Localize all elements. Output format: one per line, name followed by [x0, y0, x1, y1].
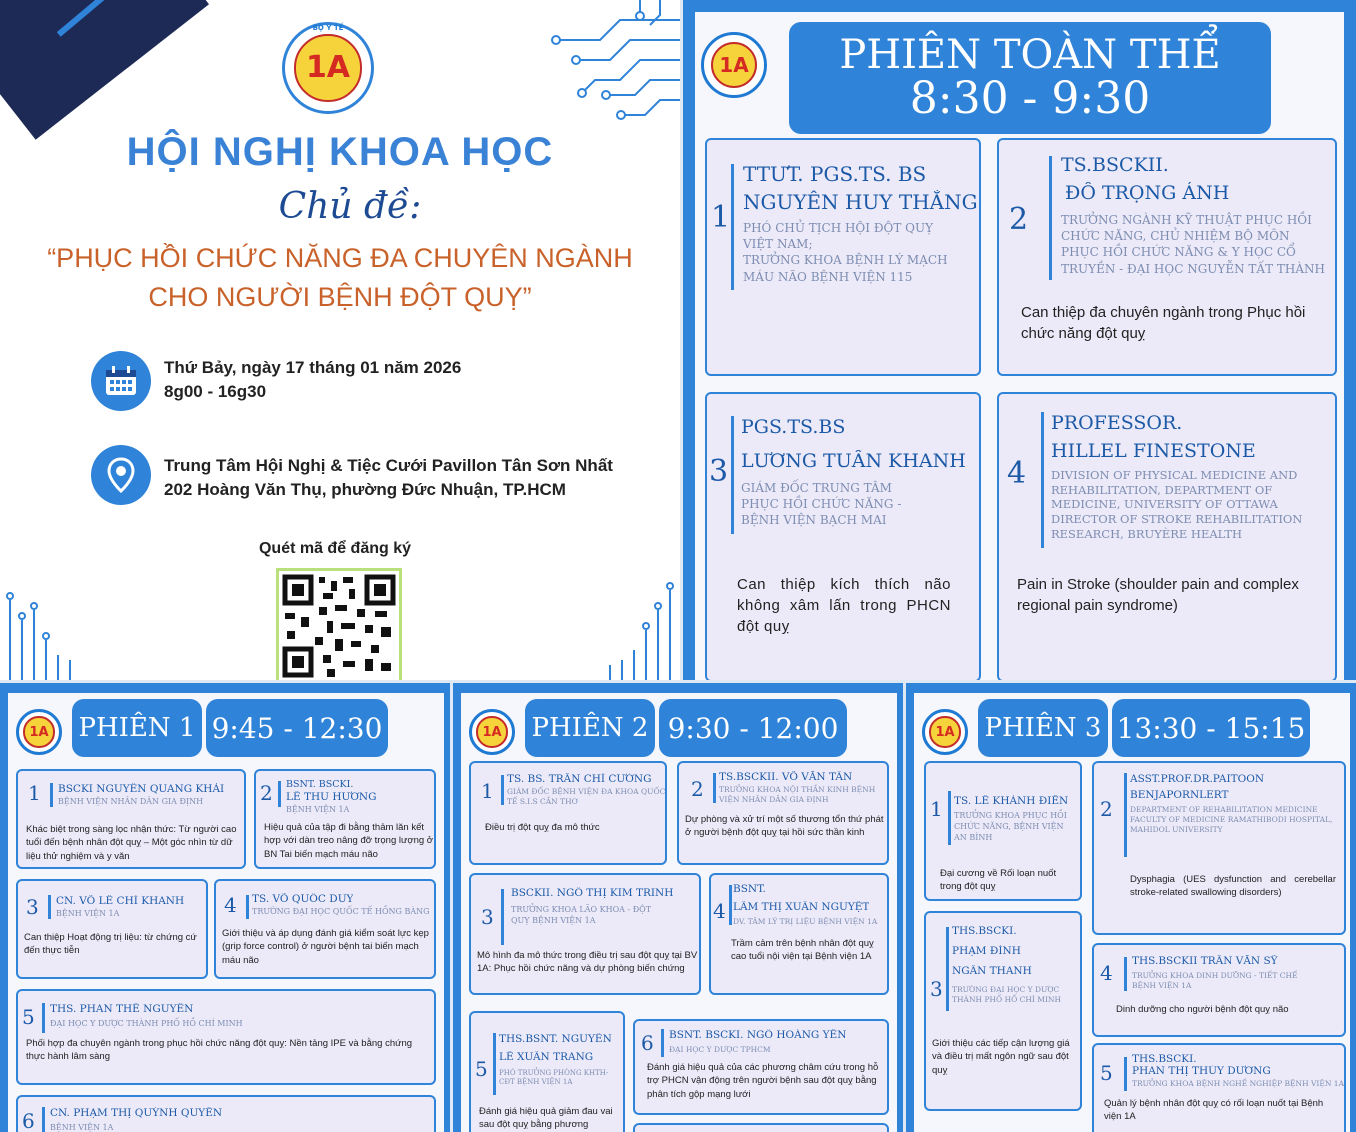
conference-poster	[0, 0, 680, 680]
circuit-decoration-bottom-right	[590, 570, 680, 680]
plenary-speaker-card-1: 1 TTƯT. PGS.TS. BS NGUYỄN HUY THẮNG PHÓ CHỦ TỊCH HỘI ĐỘT QUỴ VIỆT NAM; TRƯỞNG KHOA BỆNH LÝ MẠCH MÁU NÃO BỆNH VIỆN 115	[705, 138, 981, 376]
s2-card-5: 5 THS.BSNT. NGUYỄN LÊ XUÂN TRANG PHÓ TRƯỞNG PHÒNG KHTH-CĐT BỆNH VIỆN 1A Đánh giá hiệu quả giảm đau vai sau đột quỵ bằng phương	[469, 1011, 625, 1132]
s2-card-1: 1 TS. BS. TRẦN CHÍ CƯỜNG GIÁM ĐỐC BỆNH VIỆN ĐA KHOA QUỐC TẾ S.I.S CẦN THƠ Điều trị đột quỵ đa mô thức	[469, 761, 667, 865]
calendar-icon	[91, 351, 151, 411]
s3-card-2: 2 ASST.PROF.DR.PAITOON BENJAPORNLERT DEPARTMENT OF REHABILITATION MEDICINE FACULTY OF MEDICINE RAMATHIBODI HOSPITAL, MAHIDOL UNIVERSITY Dysphagia (UES dysfunction and cerebellar stroke-related swallowing disorders)	[1092, 761, 1346, 935]
hospital-logo	[282, 22, 374, 114]
plenary-title: PHIÊN TOÀN THỂ	[839, 31, 1221, 78]
s2-card-6: 6 BSNT. BSCKI. NGÔ HOÀNG YẾN ĐẠI HỌC Y DƯỢC TPHCM Đánh giá hiệu quả của các phương châm cứu trong hỗ trợ PHCN vận động trên người bệnh sau đột quỵ bằng phân tích gộp mạng lưới	[633, 1019, 889, 1115]
session-1-label: PHIÊN 1	[72, 699, 202, 757]
location-pin-icon	[91, 445, 151, 505]
session-3-panel	[906, 683, 1356, 1132]
session-2-label: PHIÊN 2	[525, 699, 655, 757]
session-3-label: PHIÊN 3	[978, 699, 1108, 757]
s3-card-1: 1 TS. LÊ KHÁNH ĐIỀN TRƯỞNG KHOA PHỤC HỒI CHỨC NĂNG, BỆNH VIỆN AN BÌNH Đại cương về Rối loạn nuốt trong đột quỵ	[924, 761, 1082, 901]
s1-card-1: 1 BSCKI NGUYỄN QUANG KHẢI BỆNH VIỆN NHÂN DÂN GIA ĐỊNH Khác biệt trong sàng lọc nhận thức: Từ người cao tuổi đến bệnh nhân đột quỵ – Một góc nhìn từ dữ liệu thử nghiệm và y văn	[16, 769, 246, 869]
plenary-time: 8:30 - 9:30	[909, 72, 1151, 124]
hospital-logo: 1A	[701, 32, 767, 98]
plenary-topic-4: Pain in Stroke (shoulder pain and complex regional pain syndrome)	[1017, 576, 1299, 614]
session-3-time: 13:30 - 15:15	[1112, 699, 1310, 757]
event-date: Thứ Bảy, ngày 17 tháng 01 năm 2026	[164, 358, 462, 377]
hospital-logo: 1A	[16, 709, 62, 755]
s3-card-3: 3 THS.BSCKI. PHẠM ĐÌNH NGÂN THANH TRƯỜNG ĐẠI HỌC Y DƯỢC THÀNH PHỐ HỒ CHÍ MINH Giới thiệu các tiếp cận lượng giá và điều trị mất ngôn ngữ sau đột quỵ	[924, 911, 1082, 1111]
s3-card-5: 5 THS.BSCKI. PHAN THỊ THÚY DƯƠNG TRƯỞNG KHOA BỆNH NGHỀ NGHIỆP BỆNH VIỆN 1A Quản lý bệnh nhân đột quỵ có rối loạn nuốt tại Bệnh viện 1A	[1092, 1043, 1346, 1132]
s2-card-4: 4 BSNT. LÂM THỊ XUÂN NGUYỆT DV. TÂM LÝ TRỊ LIỆU BỆNH VIỆN 1A Trầm cảm trên bệnh nhân đột quỵ cao tuổi nội viện tại Bệnh viện 1A	[709, 873, 889, 995]
qr-code[interactable]	[276, 568, 402, 680]
venue-line-2: 202 Hoàng Văn Thụ, phường Đức Nhuận, TP.HCM	[164, 480, 566, 499]
circuit-decoration-bottom-left	[0, 570, 90, 680]
s2-card-3: 3 BSCKII. NGÔ THỊ KIM TRINH TRƯỞNG KHOA LÃO KHOA - ĐỘT QUỴ BỆNH VIỆN 1A Mô hình đa mô thức trong điều trị sau đột quỵ tại BV 1A: Phục hồi chức năng và dự phòng biến chứng	[469, 873, 701, 995]
session-2-panel	[453, 683, 903, 1132]
logo-top-text: BỘ Y TẾ	[312, 24, 344, 32]
plenary-header	[789, 22, 1271, 134]
hospital-logo: 1A	[922, 709, 968, 755]
hospital-logo: 1A	[469, 709, 515, 755]
circuit-decoration-top	[500, 0, 680, 150]
venue-line-1: Trung Tâm Hội Nghị & Tiệc Cưới Pavillon Tân Sơn Nhất	[164, 456, 613, 475]
session-1-panel	[0, 683, 450, 1132]
plenary-speaker-card-4: 4 PROFESSOR. HILLEL FINESTONE DIVISION OF PHYSICAL MEDICINE AND REHABILITATION, DEPARTMENT OF MEDICINE, UNIVERSITY OF OTTAWA DIRECTOR OF STROKE REHABILITATION RESEARCH, BRUYÈRE HEALTH Pain in Stroke (shoulder pain and complex regional pain syndrome)	[997, 392, 1337, 680]
plenary-speaker-card-2: 2 TS.BSCKII. ĐỖ TRỌNG ÁNH TRƯỞNG NGÀNH KỸ THUẬT PHỤC HỒI CHỨC NĂNG, CHỦ NHIỆM BỘ MÔN PHỤC HỒI CHỨC NĂNG & Y HỌC CỔ TRUYỀN - ĐẠI HỌC NGUYỄN TẤT THÀNH Can thiệp đa chuyên ngành trong Phục hồi chức năng đột quỵ	[997, 138, 1337, 376]
plenary-session-panel	[683, 0, 1356, 680]
plenary-topic-3: Can thiệp kích thích não không xâm lấn trong PHCN đột quỵ	[737, 576, 951, 635]
plenary-topic-2: Can thiệp đa chuyên ngành trong Phục hồi chức năng đột quỵ	[1021, 304, 1306, 342]
event-time: 8g00 - 16g30	[164, 382, 267, 401]
theme-line-2: CHO NGƯỜI BỆNH ĐỘT QUỴ”	[148, 282, 532, 312]
poster-title: HỘI NGHỊ KHOA HỌC	[126, 130, 554, 174]
session-2-time: 9:30 - 12:00	[659, 699, 847, 757]
s3-card-4: 4 THS.BSCKII TRẦN VĂN SỸ TRƯỞNG KHOA DINH DƯỠNG - TIẾT CHẾ BỆNH VIỆN 1A Dinh dưỡng cho người bệnh đột quỵ não	[1092, 943, 1346, 1037]
s1-card-6: 6 CN. PHẠM THỊ QUỲNH QUYÊN BỆNH VIỆN 1A	[16, 1095, 436, 1132]
logo-text: 1A	[294, 34, 361, 101]
s1-card-5: 5 THS. PHAN THẾ NGUYÊN ĐẠI HỌC Y DƯỢC THÀNH PHỐ HỒ CHÍ MINH Phối hợp đa chuyên ngành trong phục hồi chức năng đột quỵ: Nền tảng IPE và bằng chứng thực hành lâm sàng	[16, 989, 436, 1085]
theme-line-1: “PHỤC HỒI CHỨC NĂNG ĐA CHUYÊN NGÀNH	[47, 243, 633, 273]
poster-subtitle: Chủ đề:	[278, 186, 422, 227]
s1-card-2: 2 BSNT. BSCKI. LÊ THU HƯƠNG BỆNH VIỆN 1A Hiệu quả của tập đi bằng thảm lăn kết hợp với dàn treo nâng đỡ trọng lượng ở BN Tai biến mạch máu não	[254, 769, 436, 869]
s1-card-4: 4 TS. VÕ QUỐC DUY TRƯỜNG ĐẠI HỌC QUỐC TẾ HỒNG BÀNG Giới thiệu và áp dụng đánh giá kiểm soát lực kẹp (grip force control) ở người bệnh tai biến mạch máu não	[214, 879, 436, 979]
s2-card-2: 2 TS.BSCKII. VÕ VĂN TÂN TRƯỞNG KHOA NỘI THẦN KINH BỆNH VIỆN NHÂN DÂN GIA ĐỊNH Dự phòng và xử trí một số thương tổn thứ phát ở người bệnh đột quỵ tại hồi sức thần kinh	[677, 761, 889, 865]
qr-label: Quét mã để đăng ký	[258, 540, 412, 557]
s1-card-3: 3 CN. VÕ LÊ CHÍ KHANH BỆNH VIỆN 1A Can thiệp Hoạt động trị liệu: từ chứng cứ đến thực tiễn	[16, 879, 208, 979]
corner-decoration	[0, 0, 209, 140]
plenary-speaker-card-3: 3 PGS.TS.BS LƯƠNG TUẤN KHANH GIÁM ĐỐC TRUNG TÂM PHỤC HỒI CHỨC NĂNG - BỆNH VIỆN BẠCH MAI Can thiệp kích thích não không xâm lấn trong PHCN đột quỵ	[705, 392, 981, 680]
session-1-time: 9:45 - 12:30	[206, 699, 388, 757]
